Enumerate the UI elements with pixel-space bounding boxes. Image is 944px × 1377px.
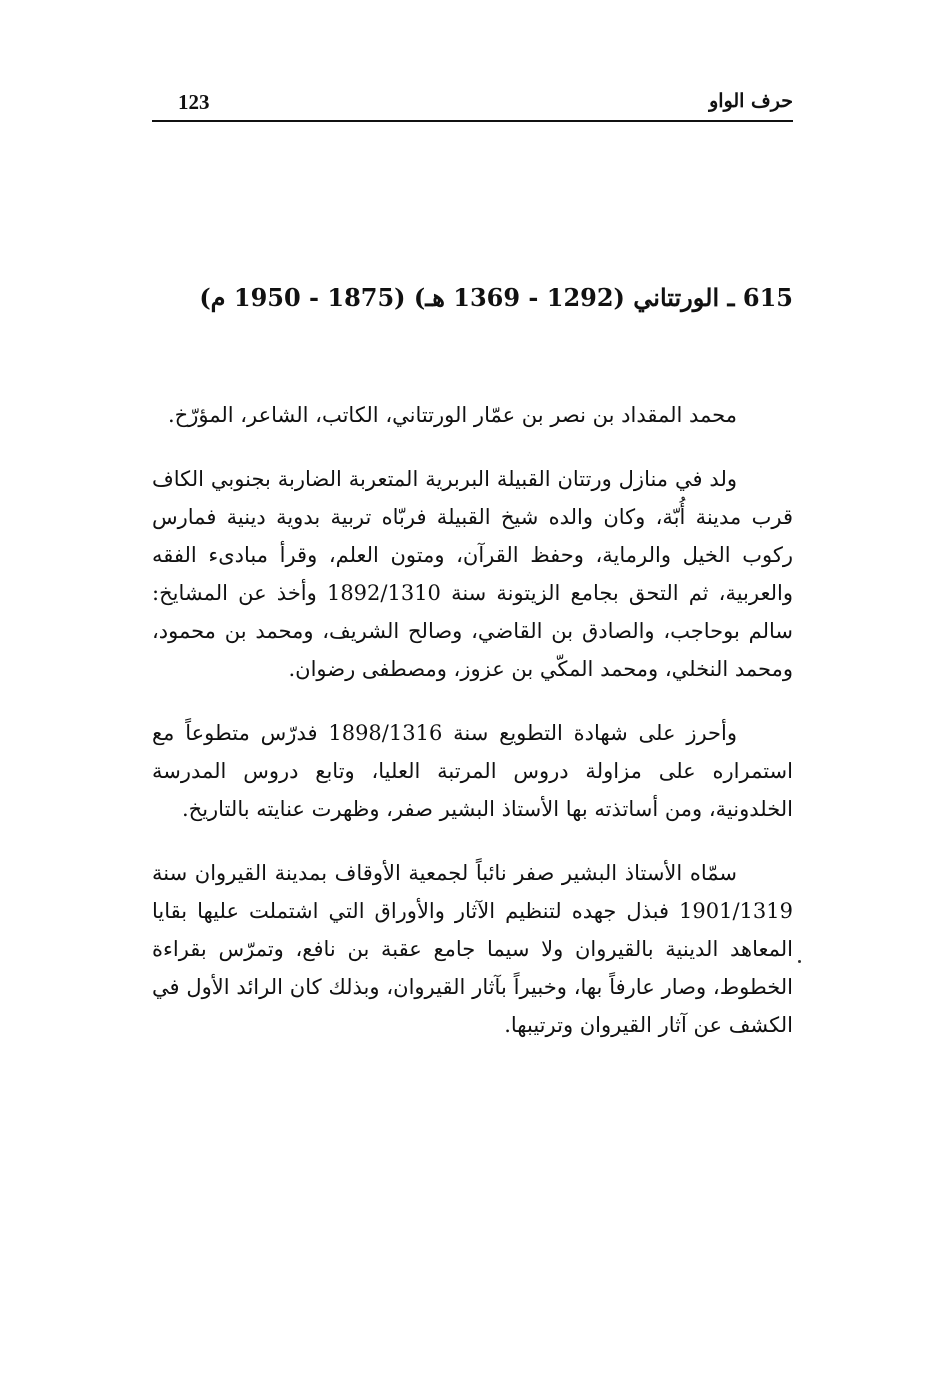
paragraph-tatwi-certificate: وأحرز على شهادة التطويع سنة 1898/1316 فدرّس متطوعاً مع استمراره على مزاولة دروس المرتبة العليا، وتابع دروس المدرسة الخلدونية، ومن أساتذته بها الأستاذ البشير صفر، وظهرت عنايته بالتاريخ. xyxy=(152,721,793,821)
entry-heading: 615 ـ الورتتاني (1292 - 1369 هـ) (1875 - 1950 م) xyxy=(199,283,793,312)
paragraph-birth-education: ولد في منازل ورتتان القبيلة البربرية المتعربة الضاربة بجنوبي الكاف قرب مدينة أُبّة، وكان والده شيخ القبيلة فربّاه تربية بدوية دينية فمارس ركوب الخيل والرماية، وحفظ القرآن، ومتون العلم، وقرأ مبادىء الفقه والعربية، ثم التحق بجامع الزيتونة سنة 1892/1310 وأخذ عن المشايخ: سالم بوحاجب، والصادق بن القاضي، وصالح الشريف، ومحمد بن محمود، ومحمد النخلي، ومحمد المكّي بن عزوز، ومصطفى رضوان. xyxy=(152,467,793,681)
page-number: 123 xyxy=(178,90,210,114)
chapter-title: حرف الواو xyxy=(709,90,793,112)
paragraph-kairouan-awqaf: سمّاه الأستاذ البشير صفر نائباً لجمعية الأوقاف بمدينة القيروان سنة 1901/1319 فبذل جهده لتنظيم الآثار والأوراق التي اشتملت عليها بقايا المعاهد الدينية بالقيروان ولا سيما جامع عقبة بن نافع، وتمرّس بقراءة الخطوط، وصار عارفاً بها، وخبيراً بآثار القيروان، وبذلك كان الرائد الأول في الكشف عن آثار القيروان وترتيبها. xyxy=(152,861,793,1037)
entry-body xyxy=(152,396,793,1070)
running-header xyxy=(152,88,793,122)
paragraph-intro: محمد المقداد بن نصر بن عمّار الورتتاني، الكاتب، الشاعر، المؤرّخ. xyxy=(167,403,737,427)
scan-speck xyxy=(798,960,801,963)
